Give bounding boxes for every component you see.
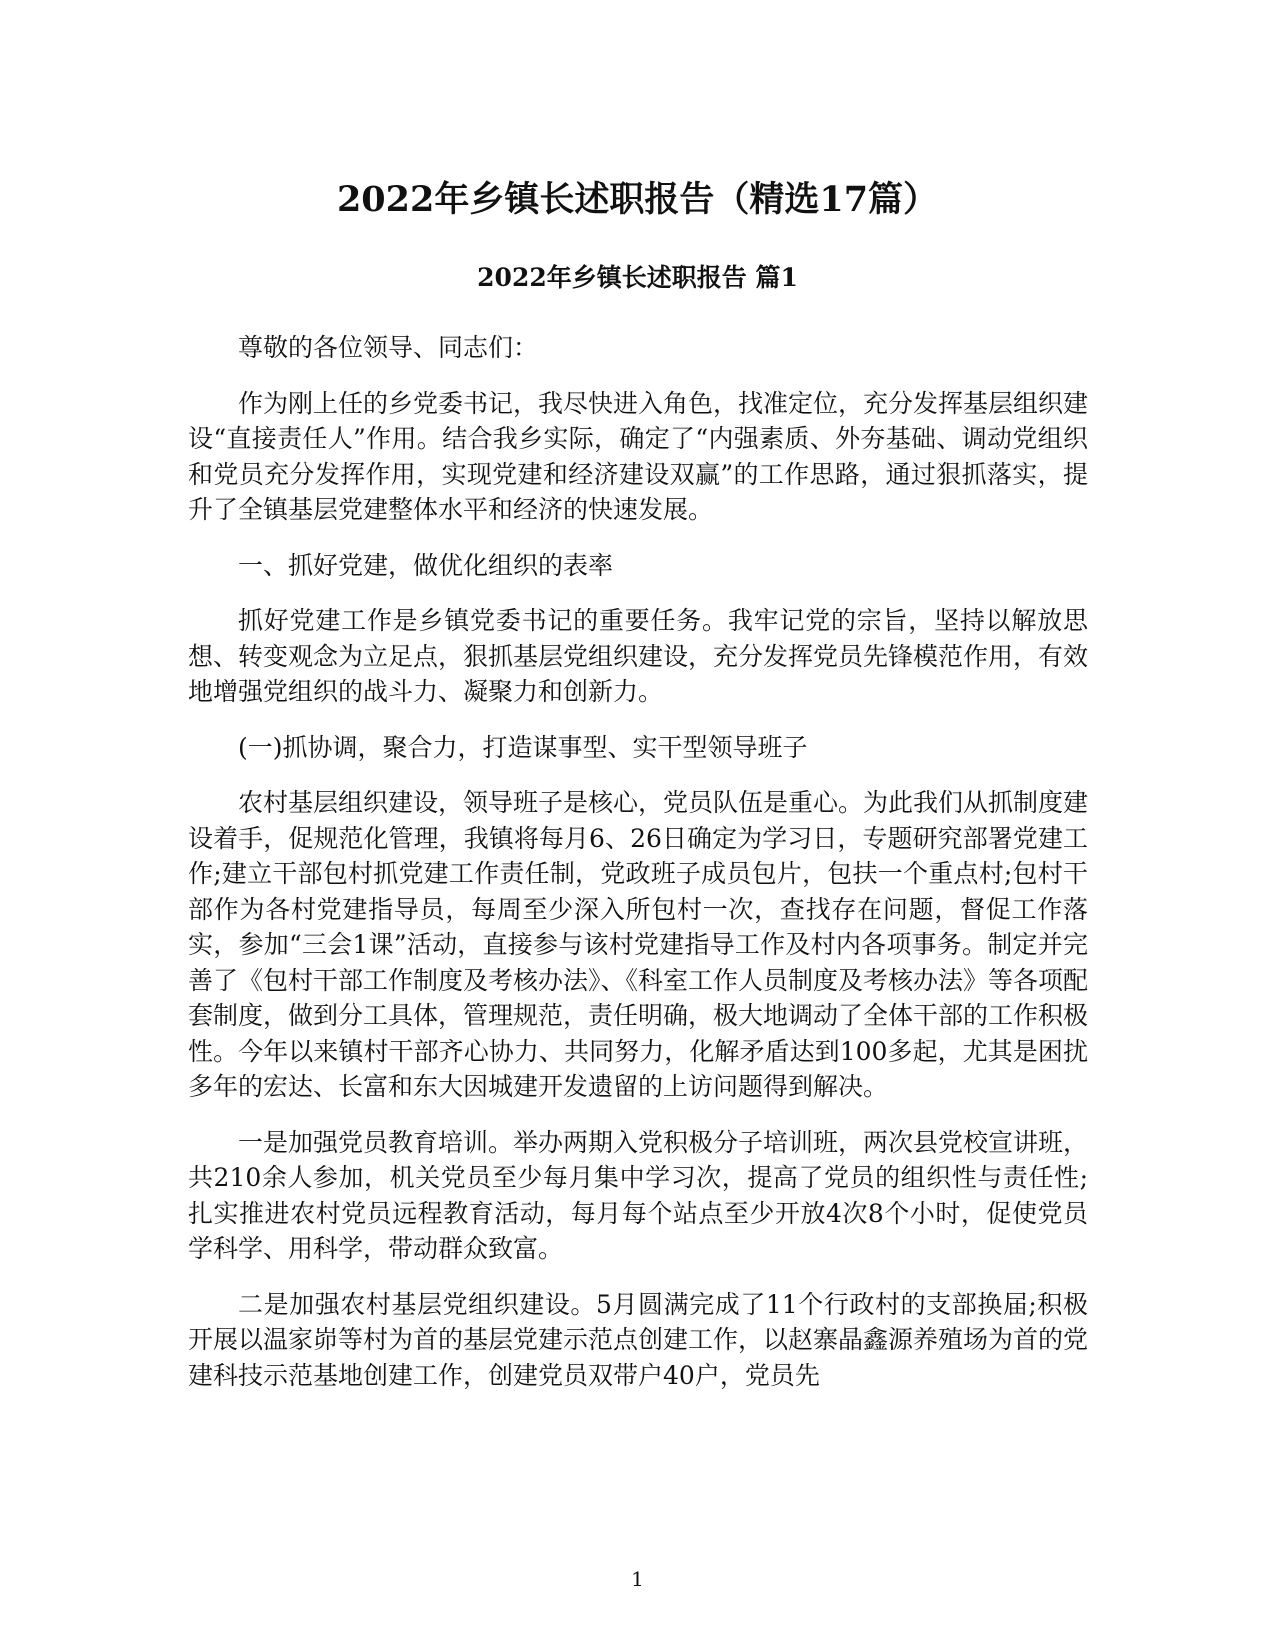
body-paragraph: 抓好党建工作是乡镇党委书记的重要任务。我牢记党的宗旨，坚持以解放思想、转变观念为立足点，狠抓基层党组织建设，充分发挥党员先锋模范作用，有效地增强党组织的战斗力、凝聚力和创新力。	[188, 606, 1089, 706]
body-paragraph: 一是加强党员教育培训。举办两期入党积极分子培训班，两次县党校宣讲班，共210余人参加，机关党员至少每月集中学习次，提高了党员的组织性与责任性;扎实推进农村党员远程教育活动，每月每个站点至少开放4次8个小时，促使党员学科学、用科学，带动群众致富。	[188, 1127, 1089, 1263]
intro-paragraph: 作为刚上任的乡党委书记，我尽快进入角色，找准定位，充分发挥基层组织建设“直接责任人”作用。结合我乡实际，确定了“内强素质、外夯基础、调动党组织和党员充分发挥作用，实现党建和经济建设双赢”的工作思路，通过狠抓落实，提升了全镇基层党建整体水平和经济的快速发展。	[188, 388, 1089, 524]
body-paragraph: 农村基层组织建设，领导班子是核心，党员队伍是重心。为此我们从抓制度建设着手，促规范化管理，我镇将每月6、26日确定为学习日，专题研究部署党建工作;建立干部包村抓党建工作责任制，党政班子成员包片，包扶一个重点村;包村干部作为各村党建指导员，每周至少深入所包村一次，查找存在问题，督促工作落实，参加“三会1课”活动，直接参与该村党建指导工作及村内各项事务。制定并完善了《包村干部工作制度及考核办法》、《科室工作人员制度及考核办法》等各项配套制度，做到分工具体，管理规范，责任明确，极大地调动了全体干部的工作积极性。今年以来镇村干部齐心协力、共同努力，化解矛盾达到100多起，尤其是困扰多年的宏达、长富和东大因城建开发遗留的上访问题得到解决。	[188, 788, 1089, 1101]
document-title: 2022年乡镇长述职报告（精选17篇）	[336, 179, 939, 220]
salutation-paragraph: 尊敬的各位领导、同志们：	[238, 333, 539, 362]
section-one-heading: 一、抓好党建，做优化组织的表率	[238, 550, 614, 580]
document-body	[188, 330, 1088, 1413]
page-number: 1	[631, 1567, 644, 1591]
section-heading: 2022年乡镇长述职报告 篇1	[477, 263, 798, 292]
subsection-heading: (一)抓协调，聚合力，打造谋事型、实干型领导班子	[238, 732, 808, 762]
body-paragraph: 二是加强农村基层党组织建设。5月圆满完成了11个行政村的支部换届;积极开展以温家峁等村为首的基层党建示范点创建工作，以赵寨晶鑫源养殖场为首的党建科技示范基地创建工作，创建党员双带户40户，党员先	[188, 1289, 1089, 1390]
